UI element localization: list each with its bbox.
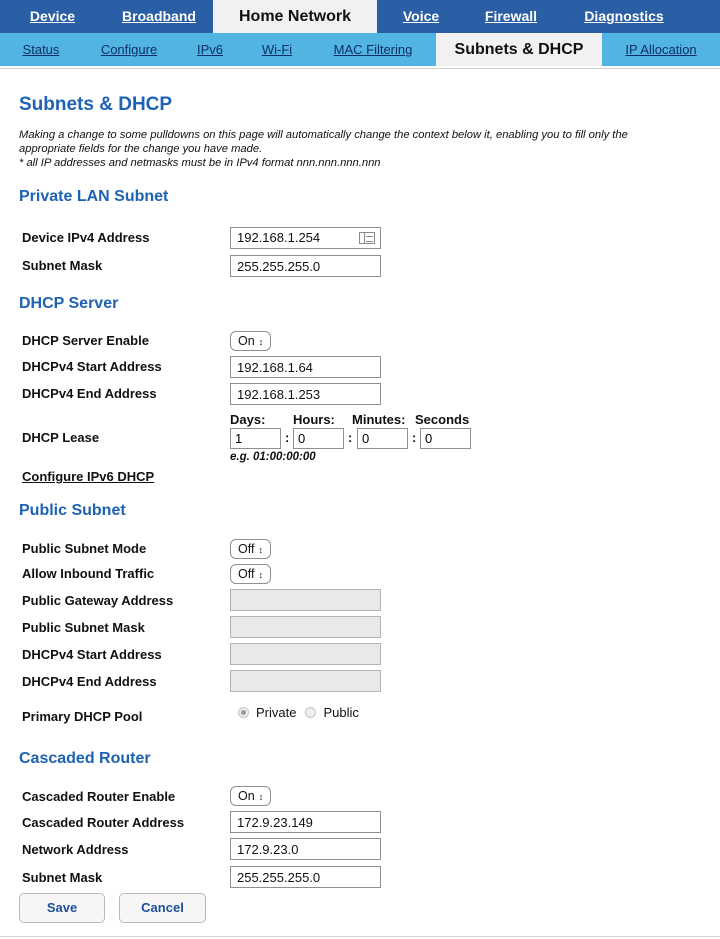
- lease-minutes-field[interactable]: [357, 428, 408, 449]
- pool-public-radio[interactable]: [305, 707, 316, 718]
- section-private-lan-subnet: Private LAN Subnet: [19, 188, 169, 205]
- public-subnet-mode-select[interactable]: [230, 539, 271, 559]
- top-nav: [0, 0, 720, 33]
- configure-ipv6-dhcp-link[interactable]: Configure IPv6 DHCP: [22, 469, 155, 484]
- lease-hours-header: Hours:: [293, 412, 335, 427]
- allow-inbound-select[interactable]: [230, 564, 271, 584]
- lease-days-field[interactable]: [230, 428, 281, 449]
- cascaded-router-enable-label: Cascaded Router Enable: [22, 789, 176, 804]
- public-subnet-mask-label: Public Subnet Mask: [22, 620, 145, 635]
- device-ipv4-label: Device IPv4 Address: [22, 230, 150, 245]
- dhcp-server-enable-select[interactable]: [230, 331, 271, 351]
- cascaded-router-enable-select[interactable]: [230, 786, 271, 806]
- subnet-mask-field[interactable]: [230, 255, 381, 277]
- tab-diagnostics[interactable]: Diagnostics: [584, 8, 664, 24]
- lease-hours-field[interactable]: [293, 428, 344, 449]
- public-gateway-field[interactable]: [230, 589, 381, 611]
- select-arrows-icon: ↕: [258, 337, 264, 347]
- tab-voice[interactable]: Voice: [402, 8, 440, 24]
- public-subnet-mode-label: Public Subnet Mode: [22, 541, 147, 556]
- network-address-label: Network Address: [22, 842, 129, 857]
- tab-firewall[interactable]: Firewall: [484, 8, 538, 24]
- lease-seconds-field[interactable]: [420, 428, 471, 449]
- public-gateway-label: Public Gateway Address: [22, 593, 174, 608]
- public-subnet-mode-value: Off: [238, 542, 255, 556]
- pool-public-label: Public: [323, 705, 359, 720]
- subtab-ipv6[interactable]: IPv6: [196, 42, 223, 57]
- tab-device[interactable]: Device: [29, 8, 76, 24]
- intro-note: * all IP addresses and netmasks must be in IPv4 format nnn.nnn.nnn.nnn: [19, 157, 381, 169]
- dhcpv4-start-label: DHCPv4 Start Address: [22, 359, 162, 374]
- cancel-button[interactable]: Cancel: [119, 893, 206, 923]
- tab-home-network[interactable]: Home Network: [213, 0, 377, 33]
- select-arrows-icon: ↕: [258, 545, 263, 555]
- tab-broadband[interactable]: Broadband: [122, 8, 196, 24]
- save-button[interactable]: Save: [19, 893, 105, 923]
- footer-divider: [0, 936, 720, 937]
- select-arrows-icon: ↕: [258, 792, 264, 802]
- subtab-subnets-dhcp[interactable]: Subnets & DHCP: [436, 33, 602, 66]
- subtab-mac-filtering[interactable]: MAC Filtering: [333, 42, 413, 57]
- network-address-field[interactable]: [230, 838, 381, 860]
- dhcp-server-enable-value: On: [238, 334, 255, 348]
- primary-dhcp-pool-radios: [238, 705, 359, 720]
- public-dhcpv4-end-field[interactable]: [230, 670, 381, 692]
- lease-minutes-header: Minutes:: [352, 412, 406, 427]
- subtab-configure[interactable]: Configure: [100, 42, 158, 57]
- lease-days-header: Days:: [230, 412, 266, 427]
- pool-private-label: Private: [256, 705, 297, 720]
- primary-dhcp-pool-label: Primary DHCP Pool: [22, 709, 143, 724]
- dhcpv4-start-field[interactable]: [230, 356, 381, 378]
- device-ipv4-value: 192.168.1.254: [237, 230, 321, 245]
- cascaded-subnet-mask-label: Subnet Mask: [22, 870, 103, 885]
- lease-separator: :: [348, 430, 353, 445]
- address-card-icon[interactable]: [359, 232, 375, 244]
- lease-separator: :: [285, 430, 290, 445]
- subtab-ip-allocation[interactable]: IP Allocation: [625, 42, 697, 57]
- public-dhcpv4-end-label: DHCPv4 End Address: [22, 674, 157, 689]
- intro-text: [19, 128, 719, 170]
- allow-inbound-value: Off: [238, 567, 255, 581]
- dhcp-server-enable-label: DHCP Server Enable: [22, 333, 149, 348]
- page-title: Subnets & DHCP: [19, 94, 173, 115]
- cascaded-subnet-mask-field[interactable]: [230, 866, 381, 888]
- intro-line: appropriate fields for the change you have made.: [19, 143, 263, 155]
- intro-line: Making a change to some pulldowns on this page will automatically change the context below it, enabling you to fill only the: [19, 129, 628, 141]
- lease-seconds-header: Seconds: [415, 412, 470, 427]
- dhcpv4-end-label: DHCPv4 End Address: [22, 386, 157, 401]
- section-cascaded-router: Cascaded Router: [19, 750, 151, 767]
- select-arrows-icon: ↕: [258, 570, 263, 580]
- cascaded-router-enable-value: On: [238, 789, 255, 803]
- pool-private-radio[interactable]: [238, 707, 249, 718]
- dhcpv4-end-field[interactable]: [230, 383, 381, 405]
- public-dhcpv4-start-label: DHCPv4 Start Address: [22, 647, 162, 662]
- lease-separator: :: [412, 430, 417, 445]
- device-ipv4-field[interactable]: [230, 227, 381, 249]
- section-public-subnet: Public Subnet: [19, 502, 126, 519]
- public-subnet-mask-field[interactable]: [230, 616, 381, 638]
- cascaded-router-address-label: Cascaded Router Address: [22, 815, 185, 830]
- section-dhcp-server: DHCP Server: [19, 295, 119, 312]
- subtab-wifi[interactable]: Wi-Fi: [261, 42, 293, 57]
- subnet-mask-label: Subnet Mask: [22, 258, 103, 273]
- public-dhcpv4-start-field[interactable]: [230, 643, 381, 665]
- subtab-status[interactable]: Status: [22, 42, 60, 57]
- allow-inbound-label: Allow Inbound Traffic: [22, 566, 155, 581]
- lease-example-hint: e.g. 01:00:00:00: [230, 451, 316, 463]
- header-divider: [0, 68, 720, 69]
- sub-nav: [0, 33, 720, 66]
- cascaded-router-address-field[interactable]: [230, 811, 381, 833]
- dhcp-lease-label: DHCP Lease: [22, 430, 100, 445]
